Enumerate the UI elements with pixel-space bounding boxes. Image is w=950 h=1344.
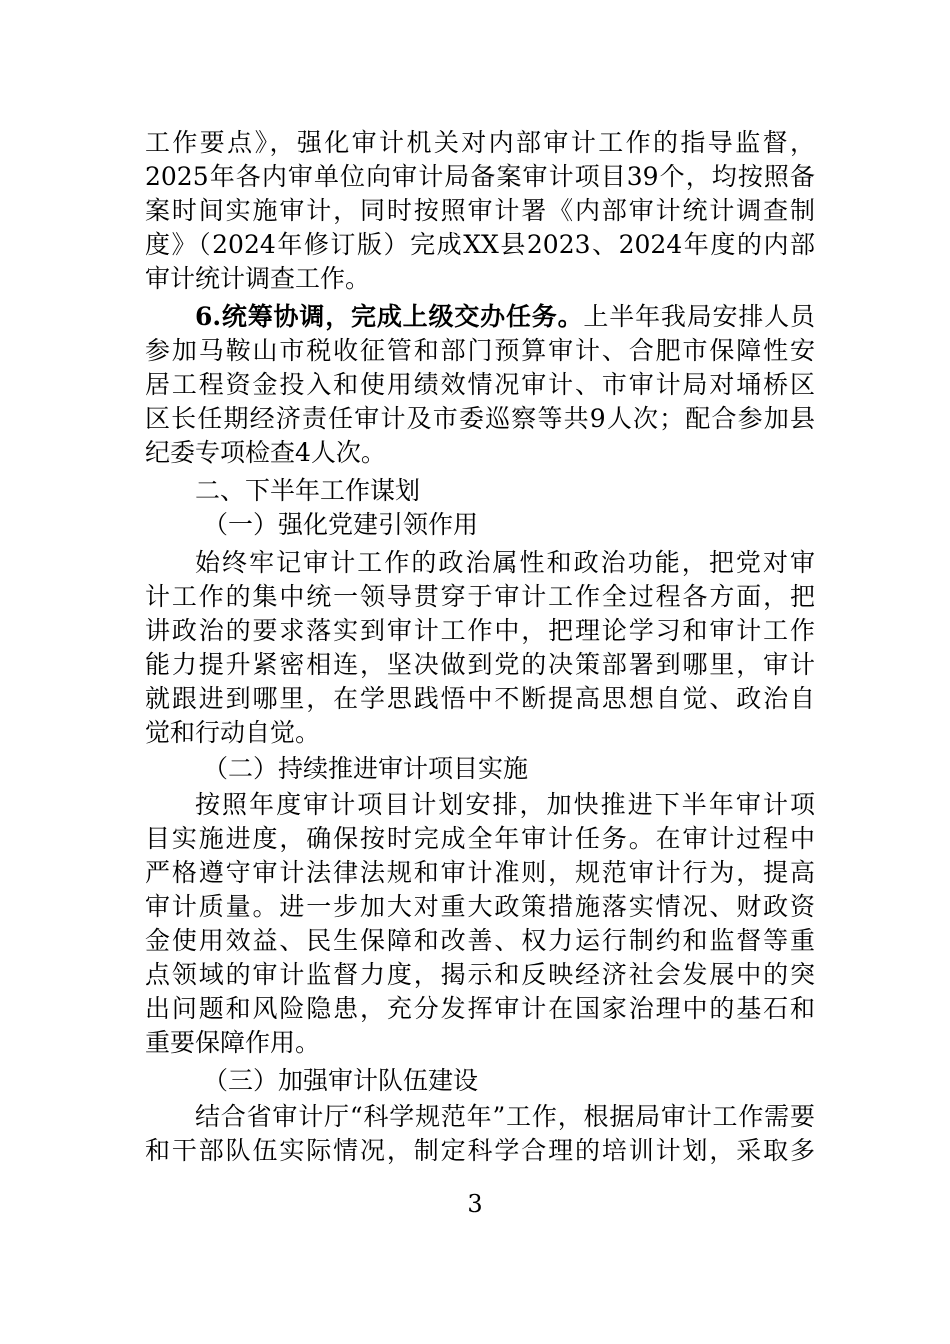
- text-line: 居工程资金投入和使用绩效情况审计、市审计局对埇桥区: [145, 370, 815, 399]
- text-line: 结合省审计厅“科学规范年”工作，根据局审计工作需要: [195, 1102, 815, 1131]
- text-line: 能力提升紧密相连，坚决做到党的决策部署到哪里，审计: [145, 650, 815, 679]
- text-line: 审计统计调查工作。: [145, 264, 371, 293]
- text-line: 出问题和风险隐患，充分发挥审计在国家治理中的基石和: [145, 994, 815, 1023]
- text-line: 点领域的审计监督力度，揭示和反映经济社会发展中的突: [145, 960, 815, 989]
- section-heading: 二、下半年工作谋划: [195, 476, 421, 505]
- text-line: 计工作的集中统一领导贯穿于审计工作全过程各方面，把: [145, 582, 815, 611]
- text-line: 就跟进到哪里，在学思践悟中不断提高思想自觉、政治自: [145, 684, 815, 713]
- text-line: 目实施进度，确保按时完成全年审计任务。在审计过程中: [145, 824, 815, 853]
- text-line: 2025年各内审单位向审计局备案审计项目39个，均按照备: [145, 162, 815, 191]
- text-line: 始终牢记审计工作的政治属性和政治功能，把党对审: [195, 548, 815, 577]
- text-line: 区长任期经济责任审计及市委巡察等共9人次；配合参加县: [145, 404, 815, 433]
- text-line: 案时间实施审计，同时按照审计署《内部审计统计调查制: [145, 196, 815, 225]
- page-number: 3: [467, 1190, 483, 1218]
- text-line: 按照年度审计项目计划安排，加快推进下半年审计项: [195, 790, 815, 819]
- bold-heading-6: 6.统筹协调，完成上级交办任务。: [195, 302, 584, 331]
- text-line: 度》（2024年修订版）完成XX县2023、2024年度的内部: [145, 230, 815, 259]
- text-line: 讲政治的要求落实到审计工作中，把理论学习和审计工作: [145, 616, 815, 645]
- text-line: 严格遵守审计法律法规和审计准则，规范审计行为，提高: [145, 858, 815, 887]
- text-run: 上半年我局安排人员: [583, 302, 815, 331]
- paragraph-6-first-line: [195, 300, 815, 334]
- text-line: 工作要点》，强化审计机关对内部审计工作的指导监督，: [145, 128, 815, 157]
- subsection-heading: （二）持续推进审计项目实施: [203, 754, 529, 783]
- text-line: 金使用效益、民生保障和改善、权力运行制约和监督等重: [145, 926, 815, 955]
- text-line: 觉和行动自觉。: [145, 718, 321, 747]
- subsection-heading: （三）加强审计队伍建设: [203, 1066, 479, 1095]
- text-line: 重要保障作用。: [145, 1028, 321, 1057]
- subsection-heading: （一）强化党建引领作用: [203, 510, 479, 539]
- text-line: 审计质量。进一步加大对重大政策措施落实情况、财政资: [145, 892, 815, 921]
- text-line: 纪委专项检查4人次。: [145, 438, 386, 467]
- text-line: 和干部队伍实际情况，制定科学合理的培训计划，采取多: [145, 1136, 815, 1165]
- text-line: 参加马鞍山市税收征管和部门预算审计、合肥市保障性安: [145, 336, 815, 365]
